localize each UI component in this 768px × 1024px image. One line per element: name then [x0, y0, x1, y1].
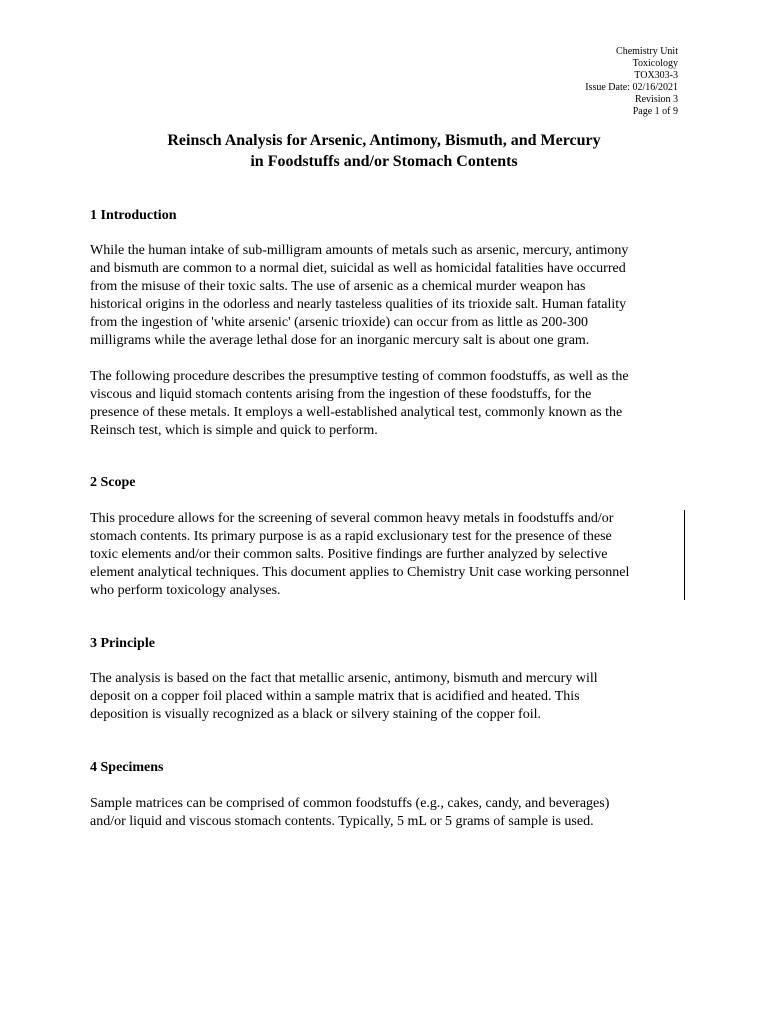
text-line: and bismuth are common to a normal diet, suicidal as well as homicidal fatalities have occurred — [90, 261, 626, 276]
document-title — [0, 130, 768, 172]
text-line: Sample matrices can be comprised of common foodstuffs (e.g., cakes, candy, and beverages) — [90, 796, 610, 811]
specimens-paragraph — [90, 795, 690, 831]
text-line: from the misuse of their toxic salts. The use of arsenic as a chemical murder weapon has — [90, 279, 586, 294]
text-line: toxic elements and/or their common salts. Positive findings are further analyzed by selective — [90, 547, 608, 562]
section-heading-scope: 2 Scope — [90, 475, 136, 490]
text-line: historical origins in the odorless and nearly tasteless qualities of its trioxide salt. Human fatality — [90, 297, 627, 312]
text-line: The analysis is based on the fact that metallic arsenic, antimony, bismuth and mercury will — [90, 671, 598, 686]
title-line-1: Reinsch Analysis for Arsenic, Antimony, Bismuth, and Mercury — [167, 132, 601, 149]
text-line: The following procedure describes the presumptive testing of common foodstuffs, as well as the — [90, 369, 629, 384]
section-heading-specimens: 4 Specimens — [90, 760, 164, 775]
text-line: viscous and liquid stomach contents arising from the ingestion of these foodstuffs, for the — [90, 387, 592, 402]
header-page-number: Page 1 of 9 — [632, 106, 678, 117]
title-line-2: in Foodstuffs and/or Stomach Contents — [250, 153, 518, 170]
text-line: who perform toxicology analyses. — [90, 583, 281, 598]
revision-change-bar — [684, 510, 685, 600]
header-unit: Chemistry Unit — [616, 46, 678, 57]
text-line: Reinsch test, which is simple and quick to perform. — [90, 423, 378, 438]
header-discipline: Toxicology — [632, 58, 678, 69]
scope-paragraph — [90, 510, 690, 600]
section-heading-introduction: 1 Introduction — [90, 208, 177, 223]
text-line: While the human intake of sub-milligram amounts of metals such as arsenic, mercury, antimony — [90, 243, 629, 258]
document-control-header — [585, 46, 678, 118]
text-line: This procedure allows for the screening of several common heavy metals in foodstuffs and/or — [90, 511, 614, 526]
text-line: element analytical techniques. This document applies to Chemistry Unit case working personnel — [90, 565, 630, 580]
introduction-paragraph-1 — [90, 242, 690, 350]
text-line: and/or liquid and viscous stomach contents. Typically, 5 mL or 5 grams of sample is used. — [90, 814, 594, 829]
header-issue-date: Issue Date: 02/16/2021 — [585, 82, 678, 93]
header-document-id: TOX303-3 — [634, 70, 678, 81]
text-line: deposition is visually recognized as a black or silvery staining of the copper foil. — [90, 707, 541, 722]
text-line: milligrams while the average lethal dose for an inorganic mercury salt is about one gram. — [90, 333, 590, 348]
text-line: stomach contents. Its primary purpose is as a rapid exclusionary test for the presence of these — [90, 529, 612, 544]
header-revision: Revision 3 — [634, 94, 678, 105]
section-heading-principle: 3 Principle — [90, 636, 155, 651]
principle-paragraph — [90, 670, 690, 724]
text-line: deposit on a copper foil placed within a sample matrix that is acidified and heated. This — [90, 689, 580, 704]
text-line: from the ingestion of 'white arsenic' (arsenic trioxide) can occur from as little as 200-300 — [90, 315, 588, 330]
text-line: presence of these metals. It employs a well-established analytical test, commonly known as the — [90, 405, 623, 420]
introduction-paragraph-2 — [90, 368, 690, 440]
